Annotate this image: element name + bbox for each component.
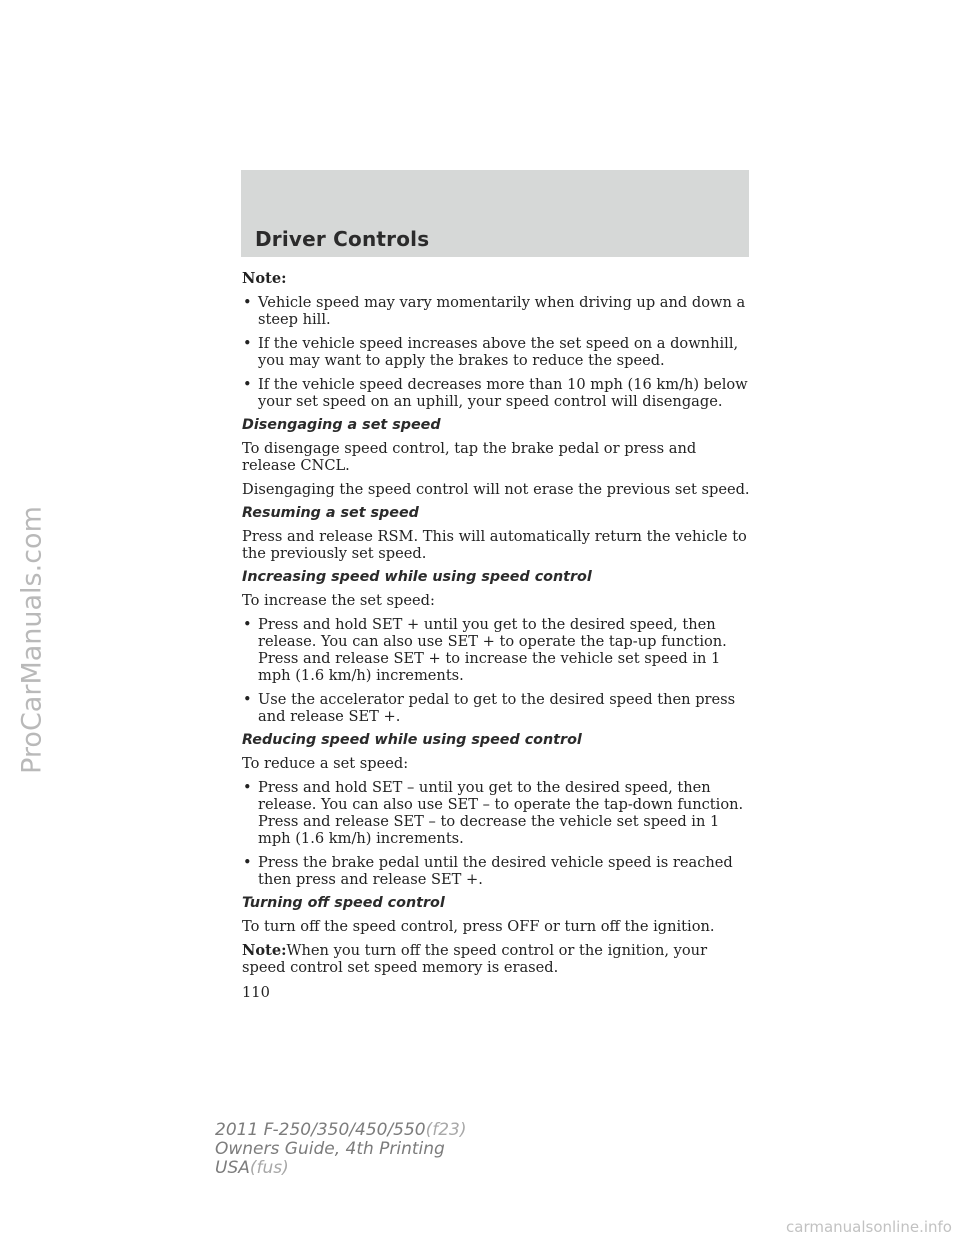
bullet-glyph: •: [243, 616, 252, 633]
section-title: Driver Controls: [255, 227, 430, 251]
list-item: • If the vehicle speed increases above the set speed on a downhill, you may want to apply the brakes to reduce the speed.: [243, 335, 739, 369]
list-item: • Press and hold SET + until you get to the desired speed, then release. You can also use SET + to operate the tap-up function. Press and release SET + to increase the vehicle set speed in 1 mph (1.6 km/h) increments.: [243, 616, 727, 684]
paragraph: To increase the set speed:: [242, 592, 435, 609]
paragraph: Press and release RSM. This will automatically return the vehicle to the previously set speed.: [242, 528, 747, 562]
bullet-glyph: •: [243, 335, 252, 352]
paragraph: To disengage speed control, tap the brake pedal or press and release CNCL.: [242, 440, 697, 474]
list-item: • Use the accelerator pedal to get to the desired speed then press and release SET +.: [243, 691, 736, 725]
list-item: • If the vehicle speed decreases more than 10 mph (16 km/h) below your set speed on an uphill, your speed control will disengage.: [243, 376, 748, 410]
list-item: • Vehicle speed may vary momentarily when driving up and down a steep hill.: [243, 294, 746, 328]
document-footer: [215, 1121, 467, 1178]
bullet-glyph: •: [243, 854, 252, 871]
footer-line: USA(fus): [215, 1158, 289, 1178]
list-item: • Press and hold SET – until you get to the desired speed, then release. You can also use SET – to operate the tap-down function. Press and release SET – to decrease the vehicle set speed in 1 mph (1.6 km/h) increments.: [243, 779, 744, 847]
section-header-band: [241, 170, 749, 257]
paragraph: Disengaging the speed control will not erase the previous set speed.: [242, 481, 750, 498]
note-label: Note:: [242, 942, 287, 959]
heading-resuming: Resuming a set speed: [242, 505, 419, 521]
note-paragraph: [242, 942, 754, 976]
footer-line: 2011 F-250/350/450/550(f23): [215, 1120, 467, 1140]
page-content: [242, 270, 754, 1001]
bullet-glyph: •: [243, 691, 252, 708]
paragraph: To turn off the speed control, press OFF or turn off the ignition.: [242, 918, 715, 935]
heading-reducing: Reducing speed while using speed control: [242, 732, 582, 748]
page-number: 110: [242, 984, 270, 1001]
paragraph: To reduce a set speed:: [242, 755, 409, 772]
bullet-glyph: •: [243, 294, 252, 311]
note-label: Note:: [242, 270, 287, 287]
bullet-glyph: •: [243, 376, 252, 393]
watermark-bottom: carmanualsonline.info: [786, 1218, 952, 1236]
note-text: When you turn off the speed control or the ignition, your speed control set speed memory is erased.: [242, 942, 708, 976]
heading-disengaging: Disengaging a set speed: [242, 417, 441, 433]
heading-turning-off: Turning off speed control: [242, 895, 445, 911]
watermark-left: ProCarManuals.com: [16, 506, 48, 774]
footer-line: Owners Guide, 4th Printing: [215, 1139, 445, 1159]
list-item: • Press the brake pedal until the desired vehicle speed is reached then press and release SET +.: [243, 854, 733, 888]
bullet-glyph: •: [243, 779, 252, 796]
heading-increasing: Increasing speed while using speed control: [242, 569, 592, 585]
